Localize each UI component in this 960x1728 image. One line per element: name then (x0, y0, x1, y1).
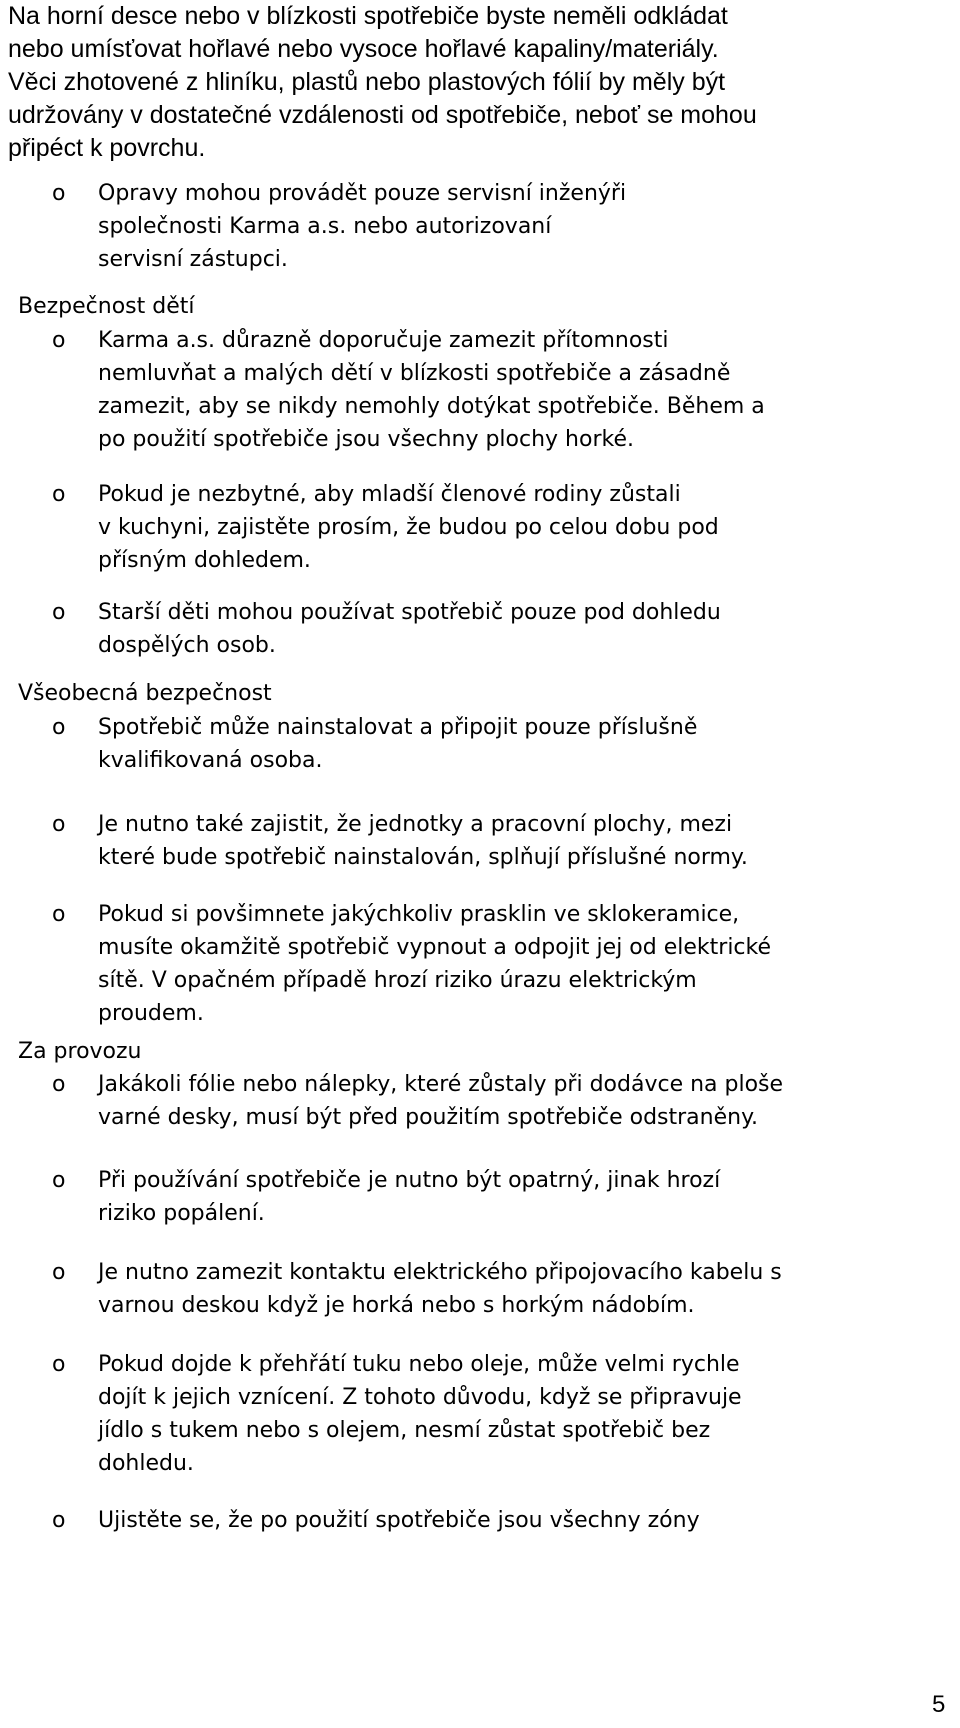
text-line: riziko popálení. (98, 1201, 265, 1226)
bullet-marker: o (52, 1168, 66, 1193)
intro-line: nebo umísťovat hořlavé nebo vysoce hořlavé kapaliny/materiály. (8, 35, 719, 63)
text-line: servisní zástupci. (98, 247, 288, 272)
text-line: společnosti Karma a.s. nebo autorizovaní (98, 214, 552, 239)
list-item-text (98, 711, 938, 777)
bullet-marker: o (52, 715, 66, 740)
text-line: nemluvňat a malých dětí v blízkosti spotřebiče a zásadně (98, 361, 731, 386)
bullet-marker: o (52, 1352, 66, 1377)
text-line: Pokud si povšimnete jakýchkoliv prasklin ve sklokeramice, (98, 902, 740, 927)
list-item-text (98, 177, 938, 276)
list-item-text (98, 478, 938, 577)
text-line: Pokud je nezbytné, aby mladší členové rodiny zůstali (98, 482, 681, 507)
text-line: Je nutno zamezit kontaktu elektrického připojovacího kabelu s (98, 1260, 782, 1285)
bullet-marker: o (52, 482, 66, 507)
page-number: 5 (932, 1691, 946, 1718)
text-line: Karma a.s. důrazně doporučuje zamezit přítomnosti (98, 328, 669, 353)
intro-line: připéct k povrchu. (8, 134, 206, 162)
intro-paragraph (8, 0, 938, 165)
heading-child-safety: Bezpečnost dětí (18, 294, 195, 319)
list-item-text (98, 898, 938, 1030)
bullet-marker: o (52, 1072, 66, 1097)
list-item-text (98, 596, 938, 662)
list-item-text (98, 1348, 938, 1480)
text-line: Při používání spotřebiče je nutno být opatrný, jinak hrozí (98, 1168, 721, 1193)
text-line: Pokud dojde k přehřátí tuku nebo oleje, může velmi rychle (98, 1352, 740, 1377)
text-line: dospělých osob. (98, 633, 276, 658)
text-line: kvalifikovaná osoba. (98, 748, 323, 773)
text-line: dojít k jejich vznícení. Z tohoto důvodu, když se připravuje (98, 1385, 742, 1410)
bullet-marker: o (52, 1508, 66, 1533)
text-line: varné desky, musí být před použitím spotřebiče odstraněny. (98, 1105, 758, 1130)
text-line: Je nutno také zajistit, že jednotky a pracovní plochy, mezi (98, 812, 733, 837)
intro-line: Věci zhotovené z hliníku, plastů nebo plastových fólií by měly být (8, 68, 726, 96)
heading-general-safety: Všeobecná bezpečnost (18, 681, 272, 706)
text-line: zamezit, aby se nikdy nemohly dotýkat spotřebiče. Během a (98, 394, 765, 419)
list-item-text (98, 808, 938, 874)
text-line: po použití spotřebiče jsou všechny plochy horké. (98, 427, 634, 452)
text-line: sítě. V opačném případě hrozí riziko úrazu elektrickým (98, 968, 697, 993)
text-line: Spotřebič může nainstalovat a připojit pouze příslušně (98, 715, 698, 740)
text-line: musíte okamžitě spotřebič vypnout a odpojit jej od elektrické (98, 935, 772, 960)
text-line: varnou deskou když je horká nebo s horkým nádobím. (98, 1293, 695, 1318)
text-line: dohledu. (98, 1451, 194, 1476)
heading-operation: Za provozu (18, 1039, 142, 1064)
list-item-text (98, 1068, 938, 1134)
bullet-marker: o (52, 902, 66, 927)
list-item-text (98, 324, 938, 456)
bullet-marker: o (52, 812, 66, 837)
bullet-marker: o (52, 600, 66, 625)
text-line: Ujistěte se, že po použití spotřebiče jsou všechny zóny (98, 1508, 700, 1533)
intro-line: Na horní desce nebo v blízkosti spotřebiče byste neměli odkládat (8, 2, 728, 30)
text-line: Starší děti mohou používat spotřebič pouze pod dohledu (98, 600, 721, 625)
intro-line: udržovány v dostatečné vzdálenosti od spotřebiče, neboť se mohou (8, 101, 757, 129)
bullet-marker: o (52, 181, 66, 206)
text-line: jídlo s tukem nebo s olejem, nesmí zůstat spotřebič bez (98, 1418, 711, 1443)
text-line: v kuchyni, zajistěte prosím, že budou po celou dobu pod (98, 515, 719, 540)
bullet-marker: o (52, 328, 66, 353)
text-line: Opravy mohou provádět pouze servisní inženýři (98, 181, 627, 206)
list-item-text (98, 1504, 938, 1537)
text-line: které bude spotřebič nainstalován, splňují příslušné normy. (98, 845, 748, 870)
bullet-marker: o (52, 1260, 66, 1285)
list-item-text (98, 1256, 938, 1322)
text-line: přísným dohledem. (98, 548, 311, 573)
text-line: proudem. (98, 1001, 204, 1026)
text-line: Jakákoli fólie nebo nálepky, které zůstaly při dodávce na ploše (98, 1072, 784, 1097)
list-item-text (98, 1164, 938, 1230)
